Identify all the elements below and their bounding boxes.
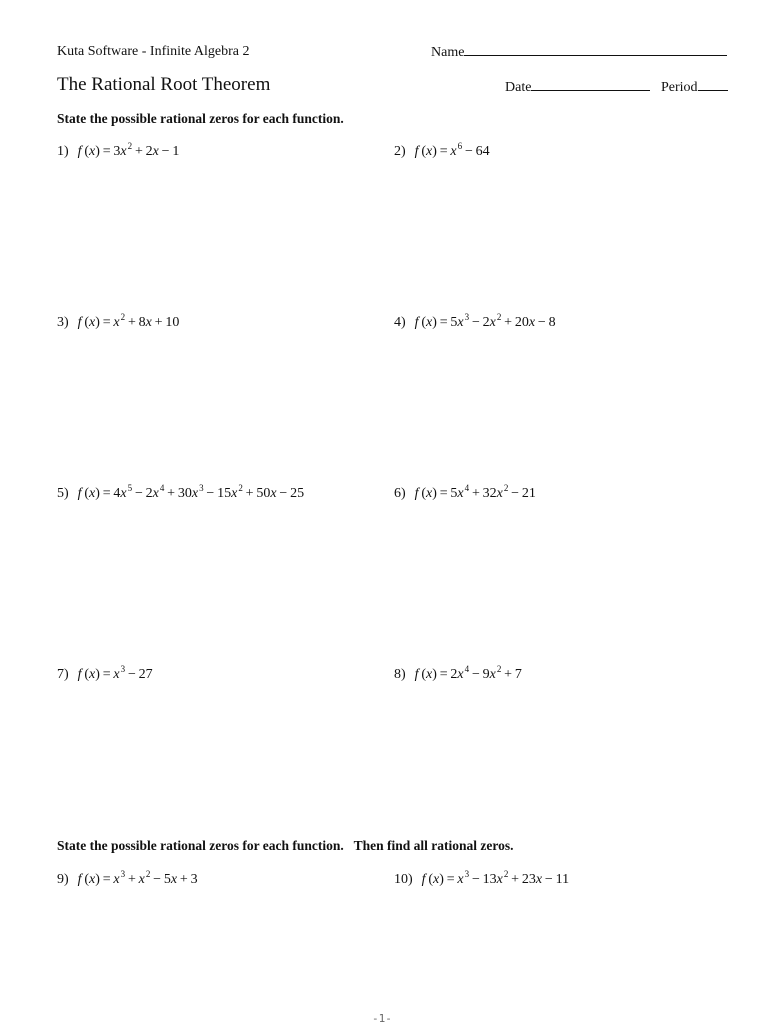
problem-item xyxy=(394,141,490,160)
problem-equation: f $(x) = 2x^4 - 9x^2 + 7$ xyxy=(414,664,522,682)
problem-equation: f $(x) = 5x^4 + 32x^2 - 21$ xyxy=(414,483,536,501)
problem-item xyxy=(394,664,522,683)
problem-item xyxy=(57,869,198,888)
page-number: -1- xyxy=(372,1012,392,1025)
problem-equation: f $(x) = x^2 + 8x + 10$ xyxy=(77,312,180,330)
period-blank[interactable] xyxy=(698,79,728,91)
problem-number: 7) xyxy=(57,667,69,682)
problem-item xyxy=(394,312,556,331)
period-label: Period xyxy=(661,80,698,95)
date-label: Date xyxy=(505,80,532,95)
section-instruction: State the possible rational zeros for each function. Then find all rational zeros. xyxy=(57,838,514,853)
problem-number: 9) xyxy=(57,872,69,887)
problem-number: 2) xyxy=(394,144,406,159)
problem-number: 8) xyxy=(394,667,406,682)
problem-number: 4) xyxy=(394,315,406,330)
page-title: The Rational Root Theorem xyxy=(57,74,271,95)
period-field[interactable] xyxy=(661,79,728,96)
problem-equation: f $(x) = x^6 - 64$ xyxy=(414,141,490,159)
problem-number: 10) xyxy=(394,872,413,887)
problem-equation: f $(x) = 5x^3 - 2x^2 + 20x - 8$ xyxy=(414,312,556,330)
problem-item xyxy=(394,483,536,502)
problem-number: 1) xyxy=(57,144,69,159)
date-blank[interactable] xyxy=(531,79,650,91)
problem-item xyxy=(57,483,305,502)
date-field[interactable] xyxy=(505,79,650,96)
name-label: Name xyxy=(431,45,465,60)
problem-number: 3) xyxy=(57,315,69,330)
problem-equation: f $(x) = x^3 + x^2 - 5x + 3$ xyxy=(77,869,198,887)
problem-equation: f $(x) = 4x^5 - 2x^4 + 30x^3 - 15x^2 + 50x - 25$ xyxy=(77,483,305,501)
problem-number: 5) xyxy=(57,486,69,501)
problem-item xyxy=(57,312,180,331)
problem-equation: f $(x) = x^3 - 27$ xyxy=(77,664,153,682)
problem-item xyxy=(57,664,153,683)
problem-equation: f $(x) = 3x^2 + 2x - 1$ xyxy=(77,141,180,159)
name-blank[interactable] xyxy=(464,44,727,56)
problem-number: 6) xyxy=(394,486,406,501)
publisher-label: Kuta Software - Infinite Algebra 2 xyxy=(57,44,250,59)
problem-item xyxy=(57,141,180,160)
problem-equation: f $(x) = x^3 - 13x^2 + 23x - 11$ xyxy=(421,869,570,887)
problem-item xyxy=(394,869,570,888)
name-field[interactable] xyxy=(431,44,727,61)
section-instruction: State the possible rational zeros for each function. xyxy=(57,111,344,126)
